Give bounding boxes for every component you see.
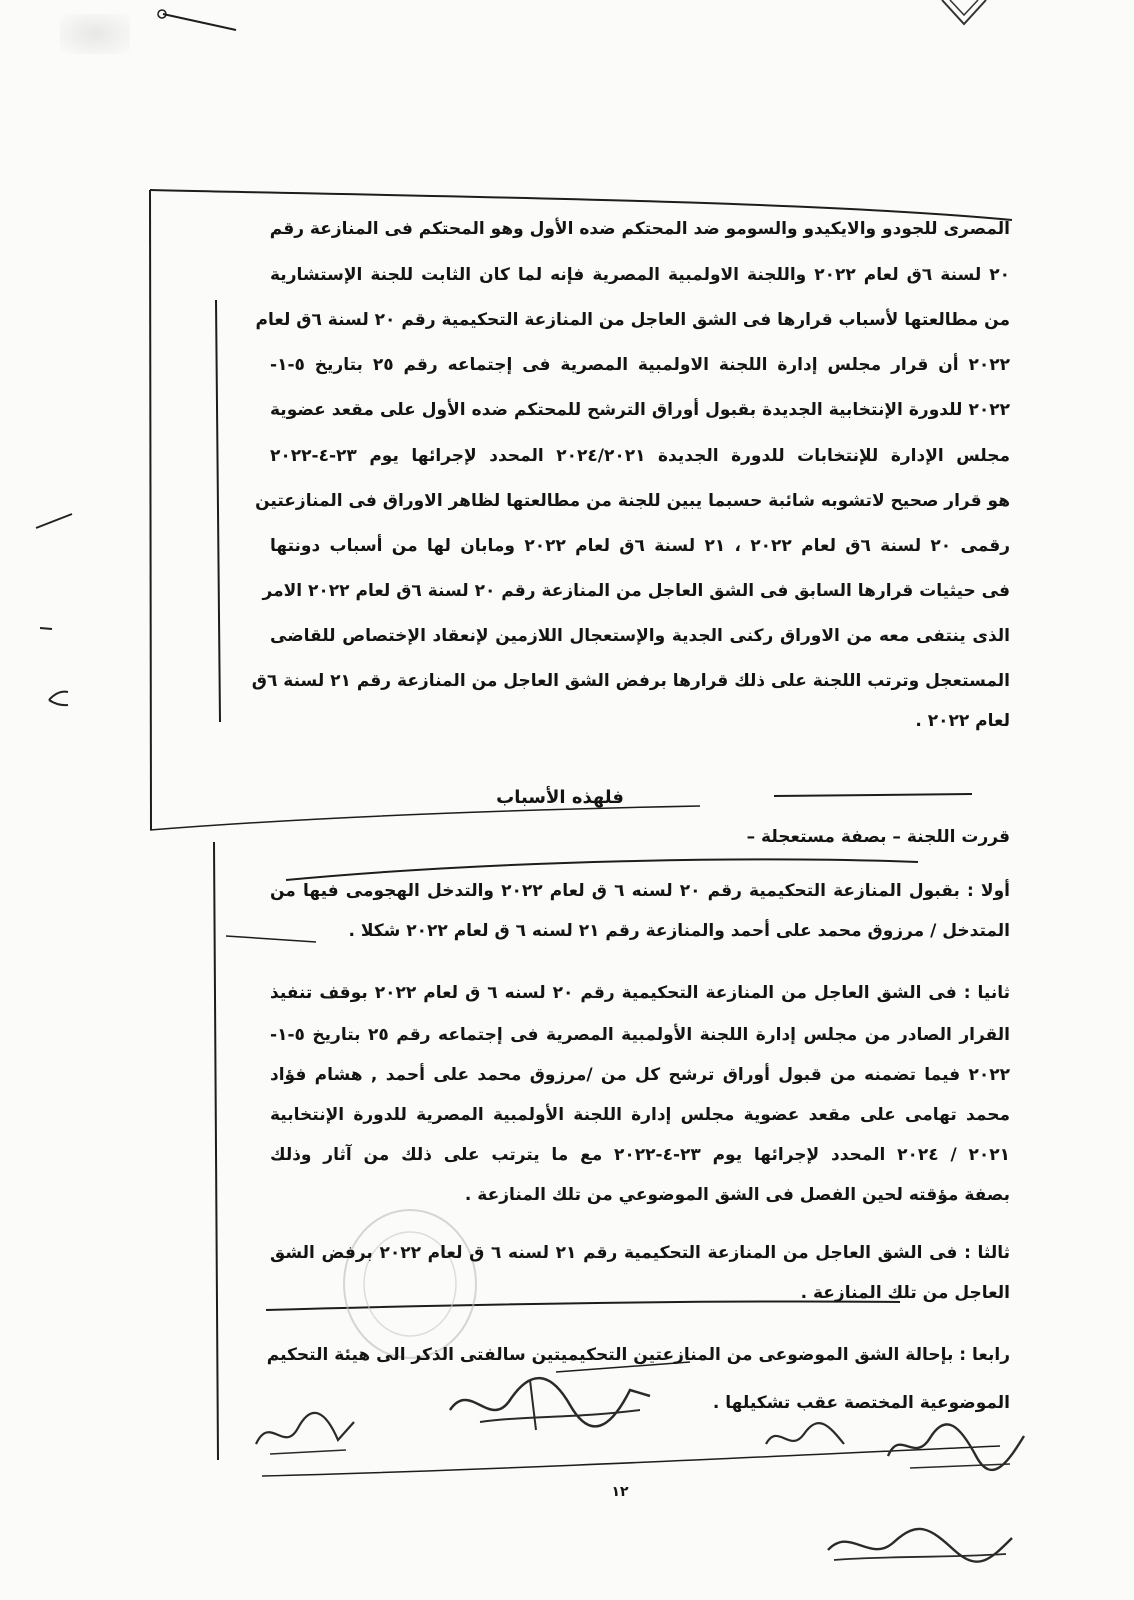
text-line: رابعا : بإحالة الشق الموضوعى من المنازعتين التحكيميتين سالفتى الذكر الى هيئة التحكيم [266,1345,1010,1365]
text-line: المتدخل / مرزوق محمد على أحمد والمنازعة رقم ٢١ لسنه ٦ ق لعام ٢٠٢٢ شكلا . [348,921,1010,941]
text-line: ثانيا : فى الشق العاجل من المنازعة التحكيمية رقم ٢٠ لسنه ٦ ق لعام ٢٠٢٢ بوقف تنفيذ [270,983,1010,1003]
text-line: رقمى ٢٠ لسنة ٦ق لعام ٢٠٢٢ ، ٢١ لسنة ٦ق لعام ٢٠٢٢ ومابان لها من أسباب دونتها [270,536,1011,556]
signature-1 [440,1360,660,1440]
text-line: الموضوعية المختصة عقب تشكيلها . [712,1393,1010,1413]
text-line: ٢٠٢٢ للدورة الإنتخابية الجديدة بقبول أوراق الترشح للمحتكم ضده الأول على مقعد عضوية [270,400,1010,420]
text-line: فى حيثيات قرارها السابق فى الشق العاجل من المنازعة رقم ٢٠ لسنة ٦ق لعام ٢٠٢٢ الامر [262,581,1010,601]
signature-3 [760,1414,850,1464]
text-line: ٢٠ لسنة ٦ق لعام ٢٠٢٢ واللجنة الاولمبية المصرية فإنه لما كان الثابت للجنة الإستشارية [270,265,1010,285]
page-number: ١٢ [611,1484,629,1500]
margin-marks [0,0,120,1600]
text-line: ٢٠٢٢ أن قرار مجلس إدارة اللجنة الاولمبية المصرية فى إجتماعه رقم ٢٥ بتاريخ ٥-١- [270,355,1011,375]
signature-2 [250,1404,360,1464]
text-line: الذى ينتفى معه من الاوراق ركنى الجدية والإستعجال اللازمين لإنعقاد الإختصاص للقاضى [270,626,1010,646]
text-line: المستعجل وترتب اللجنة على ذلك قرارها برفض الشق العاجل من المنازعة رقم ٢١ لسنة ٦ق [251,671,1010,691]
decision-intro: قررت اللجنة – بصفة مستعجلة – [746,827,1010,847]
text-line: بصفة مؤقته لحين الفصل فى الشق الموضوعي من تلك المنازعة . [464,1185,1010,1205]
text-line: محمد تهامى على مقعد عضوية مجلس إدارة اللجنة الأولمبية المصرية للدورة الإنتخابية [270,1105,1010,1125]
signature-5 [820,1520,1020,1570]
text-line: أولا : بقبول المنازعة التحكيمية رقم ٢٠ لسنه ٦ ق لعام ٢٠٢٢ والتدخل الهجومى فيها من [270,881,1010,901]
text-line: من مطالعتها لأسباب قرارها فى الشق العاجل من المنازعة التحكيمية رقم ٢٠ لسنة ٦ق لعام [255,310,1010,330]
signature-4 [880,1416,1030,1476]
text-line: العاجل من تلك المنازعة . [800,1283,1010,1303]
text-line: ثالثا : فى الشق العاجل من المنازعة التحكيمية رقم ٢١ لسنه ٦ ق لعام ٢٠٢٢ برفض الشق [270,1243,1011,1263]
section-heading: فلهذه الأسباب [496,787,624,808]
text-line: هو قرار صحيح لاتشوبه شائبة حسبما يبين للجنة من مطالعتها لظاهر الاوراق فى المنازعتين [255,491,1010,511]
text-line: ٢٠٢٢ فيما تضمنه من قبول أوراق ترشح كل من /مرزوق محمد على أحمد , هشام فؤاد [270,1065,1010,1085]
text-line: لعام ٢٠٢٢ . [915,711,1010,731]
text-line: مجلس الإدارة للإنتخابات للدورة الجديدة ٢٠٢٤/٢٠٢١ المحدد لإجرائها يوم ٢٣-٤-٢٠٢٢ [270,446,1010,466]
corner-stamp-fragment [934,0,994,28]
text-line: المصرى للجودو والايكيدو والسومو ضد المحتكم ضده الأول وهو المحتكم فى المنازعة رقم [269,219,1010,239]
text-line: القرار الصادر من مجلس إدارة اللجنة الأولمبية المصرية فى إجتماعه رقم ٢٥ بتاريخ ٥-١- [270,1025,1010,1045]
text-line: ٢٠٢١ / ٢٠٢٤ المحدد لإجرائها يوم ٢٣-٤-٢٠٢٢ مع ما يترتب على ذلك من آثار وذلك [270,1145,1010,1165]
